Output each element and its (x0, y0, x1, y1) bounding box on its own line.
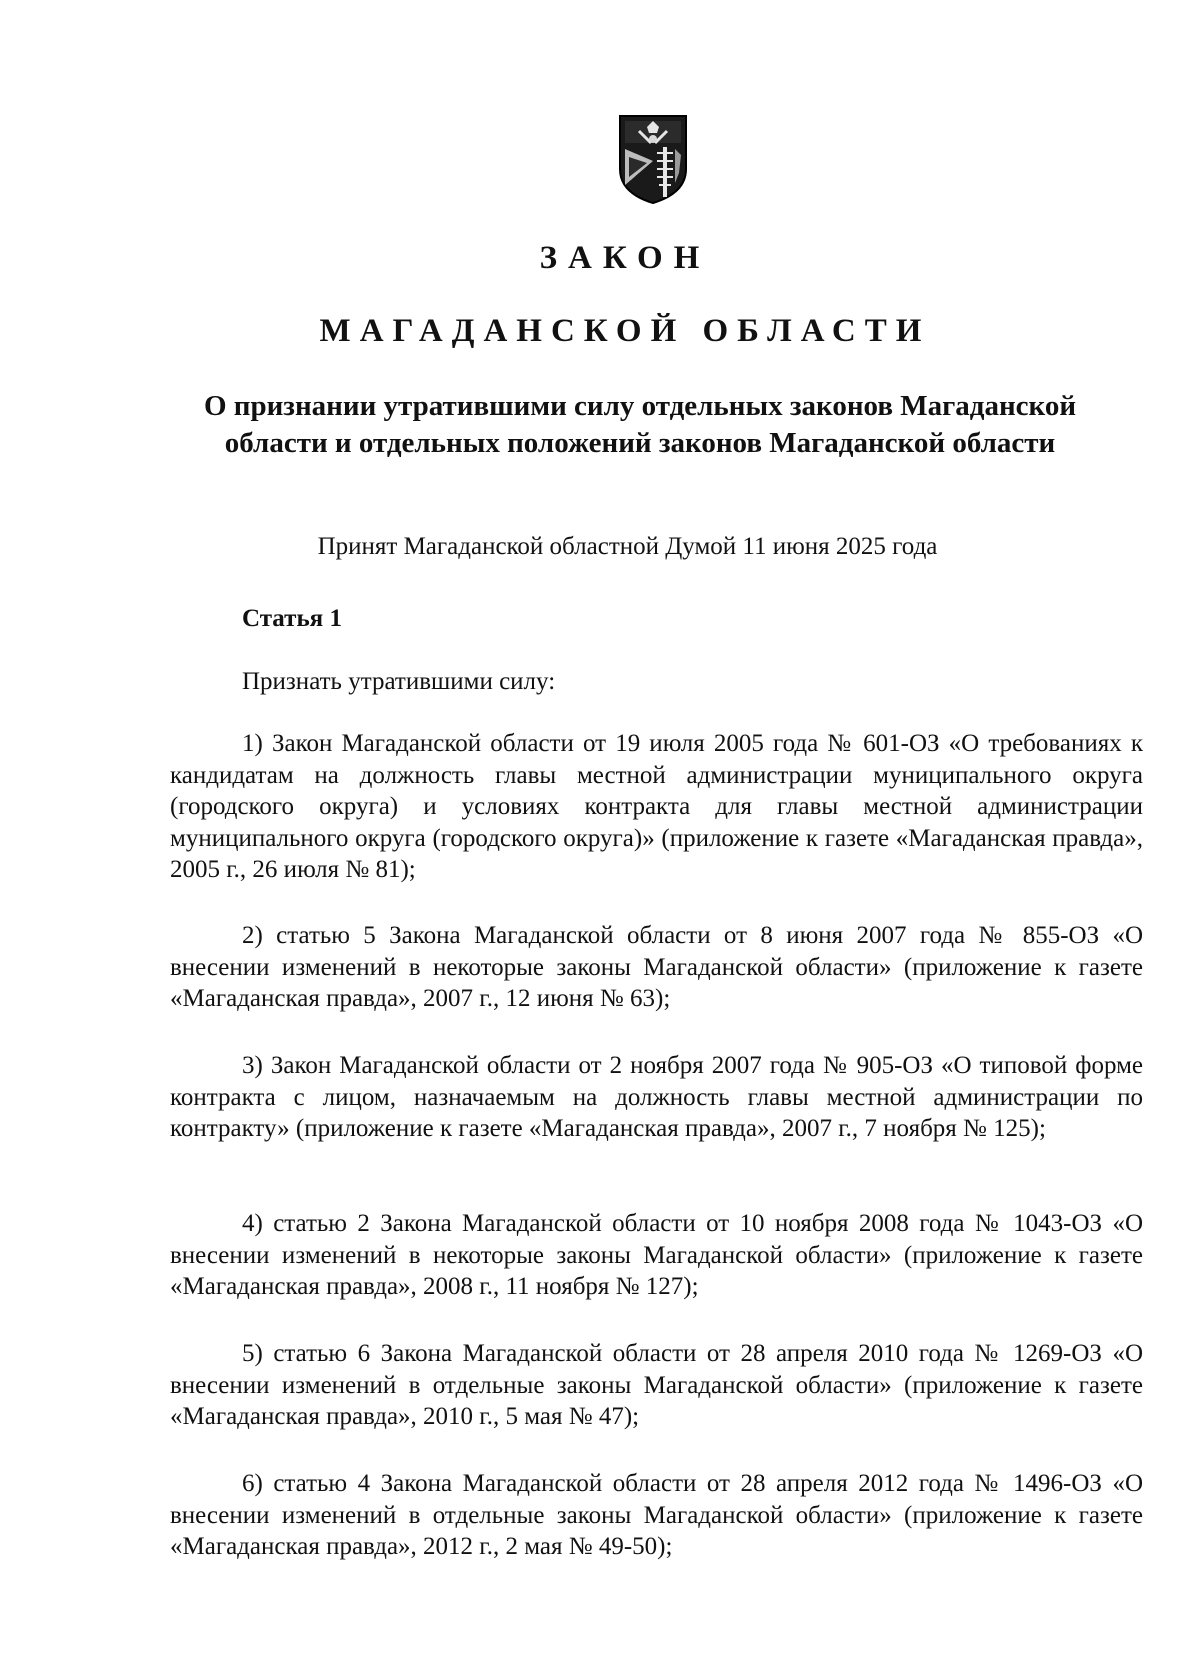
list-item: 6) статью 4 Закона Магаданской области от 28 апреля 2012 года № 1496-ОЗ «О внесении изменений в отдельные законы Магаданской области» (приложение к газете «Магаданская правда», 2012 г., 2 мая № 49-50); (170, 1470, 1143, 1560)
article-heading: Статья 1 (242, 605, 342, 632)
list-item: 2) статью 5 Закона Магаданской области от 8 июня 2007 года № 855-ОЗ «О внесении изменений в некоторые законы Магаданской области» (приложение к газете «Магаданская правда», 2007 г., 12 июня № 63); (170, 922, 1143, 1012)
list-item: 1) Закон Магаданской области от 19 июля 2005 года № 601-ОЗ «О требованиях к кандидатам на должность главы местной администрации муниципального округа (городского округа) и условиях контракта для главы местной администрации муниципального округа (городского округа)» (приложение к газете «Магаданская правда», 2005 г., 26 июля № 81); (170, 730, 1143, 883)
list-item: 4) статью 2 Закона Магаданской области от 10 ноября 2008 года № 1043-ОЗ «О внесении изменений в некоторые законы Магаданской области» (приложение к газете «Магаданская правда», 2008 г., 11 ноября № 127); (170, 1210, 1143, 1300)
coat-of-arms-icon (617, 113, 689, 205)
document-subject: О признании утратившими силу отдельных законов Магаданской области и отдельных положений законов Магаданской области (203, 390, 1077, 459)
article-intro: Признать утратившими силу: (242, 668, 556, 695)
list-item: 3) Закон Магаданской области от 2 ноября 2007 года № 905-ОЗ «О типовой форме контракта с лицом, назначаемым на должность главы местной администрации по контракту» (приложение к газете «Магаданская правда», 2007 г., 7 ноября № 125); (170, 1052, 1143, 1142)
document-region: МАГАДАНСКОЙ ОБЛАСТИ (319, 313, 931, 349)
document-title: ЗАКОН (539, 240, 711, 276)
adoption-line: Принят Магаданской областной Думой 11 июня 2025 года (317, 533, 938, 560)
list-item: 5) статью 6 Закона Магаданской области от 28 апреля 2010 года № 1269-ОЗ «О внесении изменений в отдельные законы Магаданской области» (приложение к газете «Магаданская правда», 2010 г., 5 мая № 47); (170, 1340, 1143, 1430)
